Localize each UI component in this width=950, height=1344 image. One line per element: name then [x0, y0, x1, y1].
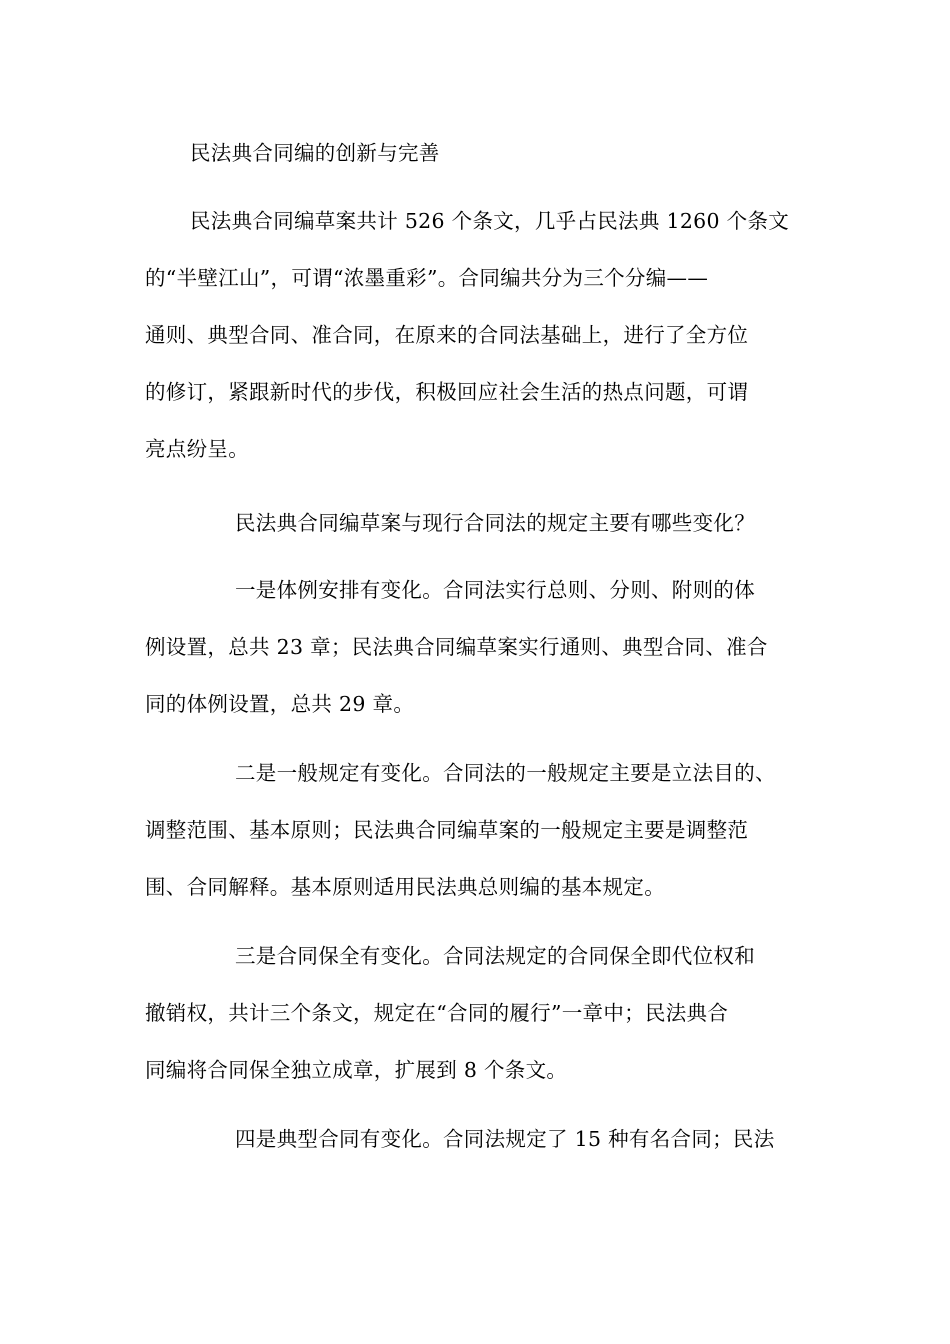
paragraph-line: 同的体例设置，总共 29 章。	[145, 692, 415, 716]
paragraph-line: 例设置，总共 23 章；民法典合同编草案实行通则、典型合同、准合	[145, 635, 768, 659]
paragraph-line: 调整范围、基本原则；民法典合同编草案的一般规定主要是调整范	[145, 818, 749, 842]
paragraph-line: 三是合同保全有变化。合同法规定的合同保全即代位权和	[235, 944, 755, 968]
paragraph-line: 通则、典型合同、准合同，在原来的合同法基础上，进行了全方位	[145, 323, 749, 347]
document-title: 民法典合同编的创新与完善	[190, 141, 440, 165]
paragraph-line: 亮点纷呈。	[145, 437, 249, 461]
paragraph-line: 的修订，紧跟新时代的步伐，积极回应社会生活的热点问题，可谓	[145, 380, 749, 404]
paragraph-line: 民法典合同编草案与现行合同法的规定主要有哪些变化？	[235, 511, 755, 535]
paragraph-line: 围、合同解释。基本原则适用民法典总则编的基本规定。	[145, 875, 665, 899]
paragraph-line: 的“半壁江山”，可谓“浓墨重彩”。合同编共分为三个分编——	[145, 266, 709, 290]
paragraph-line: 二是一般规定有变化。合同法的一般规定主要是立法目的、	[235, 761, 776, 785]
paragraph-line: 民法典合同编草案共计 526 个条文，几乎占民法典 1260 个条文	[190, 209, 790, 233]
paragraph-line: 撤销权，共计三个条文，规定在“合同的履行”一章中；民法典合	[145, 1001, 729, 1025]
paragraph-line: 一是体例安排有变化。合同法实行总则、分则、附则的体	[235, 578, 755, 602]
paragraph-line: 四是典型合同有变化。合同法规定了 15 种有名合同；民法	[235, 1127, 775, 1151]
paragraph-line: 同编将合同保全独立成章，扩展到 8 个条文。	[145, 1058, 568, 1082]
